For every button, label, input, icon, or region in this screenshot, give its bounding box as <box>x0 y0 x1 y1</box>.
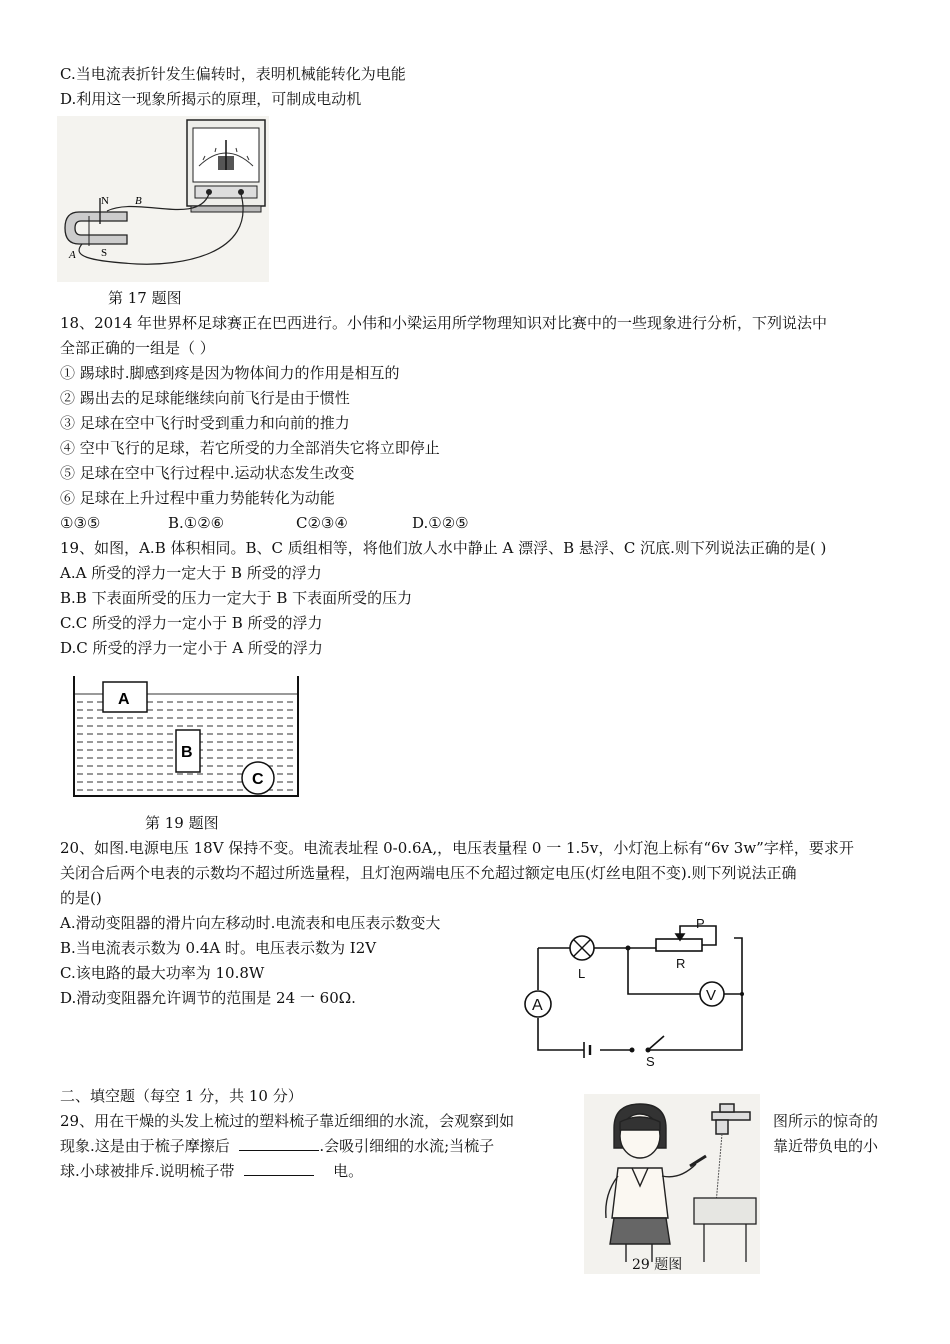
q18-item: ① 踢球时.脚感到疼是因为物体间力的作用是相互的 <box>60 364 400 382</box>
label-b: B <box>181 744 193 761</box>
label-s: S <box>646 1054 655 1066</box>
q17-option-c: C.当电流表折针发生偏转时，表明机械能转化为电能 <box>60 65 406 83</box>
q20-option: B.当电流表示数为 0.4A 时。电压表示数为 I2V <box>60 939 377 957</box>
q29-line-2 <box>60 1136 494 1156</box>
q20-circuit <box>520 914 750 1066</box>
q20-stem-2: 关闭合后两个电表的示数均不超过所选量程，且灯泡两端电压不允超过额定电压(灯丝电阻不变).则下列说法正确 <box>60 864 797 882</box>
q18-item: ⑤ 足球在空中飞行过程中.运动状态发生改变 <box>60 464 355 482</box>
q18-option: ①③⑤ <box>60 514 101 532</box>
galvanometer-drawing <box>187 120 265 212</box>
q18-options <box>60 513 469 533</box>
label-a: A <box>118 691 130 708</box>
q29-line-2-right: 靠近带负电的小 <box>773 1137 879 1155</box>
q18-option: B.①②⑥ <box>168 514 225 532</box>
answer-blank-1[interactable] <box>239 1136 319 1151</box>
q18-stem-2: 全部正确的一组是（ ） <box>60 339 215 357</box>
q29-text: 电。 <box>333 1162 364 1180</box>
q29-text: 现象.这是由于梳子摩擦后 <box>60 1137 230 1155</box>
label-c: C <box>252 771 264 788</box>
label-voltmeter: V <box>706 987 717 1004</box>
q18-option: C②③④ <box>296 514 348 532</box>
q18-item: ③ 足球在空中飞行时受到重力和向前的推力 <box>60 414 350 432</box>
q29-line-1-right: 图所示的惊奇的 <box>773 1112 879 1130</box>
q20-option: A.滑动变阻器的滑片向左移动时.电流表和电压表示数变大 <box>60 914 441 932</box>
q18-item: ④ 空中飞行的足球，若它所受的力全部消失它将立即停止 <box>60 439 440 457</box>
q18-item: ② 踢出去的足球能继续向前飞行是由于惯性 <box>60 389 350 407</box>
q29-line-1: 29、用在干燥的头发上梳过的塑料梳子靠近细细的水流，会观察到如 <box>60 1112 515 1130</box>
q19-option: B.B 下表面所受的压力一定大于 B 下表面所受的压力 <box>60 589 413 607</box>
q29-text: 球.小球被排斥.说明梳子带 <box>60 1162 235 1180</box>
label-r: R <box>676 956 686 971</box>
q19-stem: 19、如图，A.B 体积相同。B、C 质组相等，将他们放人水中静止 A 漂浮、B 悬浮、C 沉底.则下列说法正确的是( ) <box>60 539 827 557</box>
q19-option: C.C 所受的浮力一定小于 B 所受的浮力 <box>60 614 323 632</box>
q17-figure <box>57 116 269 282</box>
label-b: B <box>135 195 142 207</box>
q20-option: C.该电路的最大功率为 10.8W <box>60 964 265 982</box>
label-l: L <box>578 966 586 981</box>
label-s: S <box>101 247 108 259</box>
q19-caption: 第 19 题图 <box>145 814 219 832</box>
q19-option: A.A 所受的浮力一定大于 B 所受的浮力 <box>60 564 322 582</box>
label-a: A <box>69 249 76 261</box>
q20-stem-1: 20、如图.电源电压 18V 保持不变。电流表址程 0-0.6A,，电压表量程 0 一 1.5v，小灯泡上标有“6v 3w”字样，要求开 <box>60 839 854 857</box>
q29-line-3 <box>60 1161 363 1181</box>
q19-figure <box>66 674 306 804</box>
q29-figure <box>584 1094 760 1274</box>
q29-text: .会吸引细细的水流;当梳子 <box>319 1137 495 1155</box>
q18-stem-1: 18、2014 年世界杯足球赛正在巴西进行。小伟和小梁运用所学物理知识对比赛中的一些现象进行分析，下列说法中 <box>60 314 828 332</box>
label-p: P <box>696 916 705 931</box>
label-ammeter: A <box>532 997 543 1014</box>
answer-blank-2[interactable] <box>244 1161 314 1176</box>
q18-option: D.①②⑤ <box>412 514 469 532</box>
q19-option: D.C 所受的浮力一定小于 A 所受的浮力 <box>60 639 323 657</box>
q20-stem-3: 的是() <box>60 889 102 907</box>
q17-option-d: D.利用这一现象所揭示的原理，可制成电动机 <box>60 90 362 108</box>
q29-caption: 29 题图 <box>632 1257 683 1273</box>
q17-caption: 第 17 题图 <box>108 289 182 307</box>
q20-option: D.滑动变阻器允许调节的范围是 24 一 60Ω. <box>60 989 356 1007</box>
label-n: N <box>101 195 109 207</box>
q18-item: ⑥ 足球在上升过程中重力势能转化为动能 <box>60 489 335 507</box>
section-title: 二、填空题（每空 1 分，共 10 分） <box>60 1087 303 1105</box>
